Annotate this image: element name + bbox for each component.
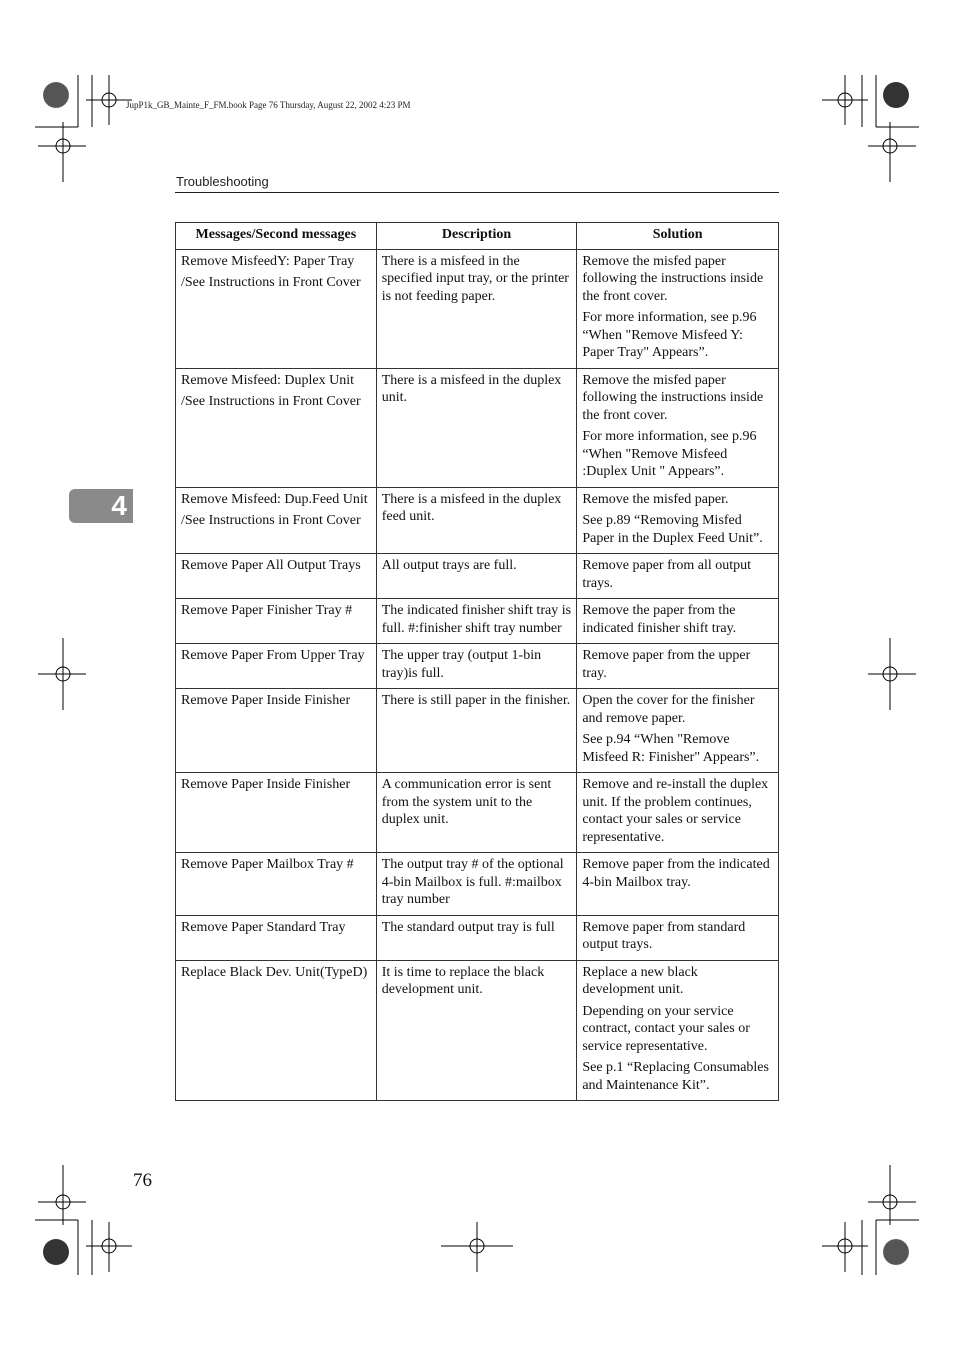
messages-table [175, 222, 779, 1101]
table-header-row [176, 223, 779, 250]
solution-paragraph: Remove and re-install the duplex unit. If the problem continues, contact your sales or service representative. [582, 777, 769, 845]
solution-paragraph: Remove the misfed paper following the instructions inside the front cover. [582, 253, 764, 304]
solution-cell [577, 249, 779, 368]
message-paragraph: /See Instructions in Front Cover [181, 275, 361, 290]
message-cell [176, 249, 377, 368]
column-header-description: Description [376, 223, 577, 250]
message-cell [176, 644, 377, 689]
solution-paragraph: Remove paper from all output trays. [582, 558, 752, 591]
table-row [176, 960, 779, 1101]
message-paragraph: Remove MisfeedY: Paper Tray [181, 253, 355, 269]
solution-cell [577, 773, 779, 853]
solution-cell [577, 487, 779, 554]
header-rule [175, 192, 779, 193]
description-paragraph: All output trays are full. [381, 558, 517, 573]
solution-paragraph: Remove paper from standard output trays. [582, 919, 746, 952]
solution-paragraph: See p.89 “Removing Misfed Paper in the Duplex Feed Unit”. [582, 513, 763, 546]
solution-cell [577, 689, 779, 773]
description-paragraph: There is a misfeed in the specified input tray, or the printer is not feeding paper. [381, 253, 569, 304]
solution-paragraph: For more information, see p.96 “When "Remove Misfeed :Duplex Unit " Appears”. [582, 429, 757, 479]
solution-paragraph: See p.94 “When "Remove Misfeed R: Finisher" Appears”. [582, 732, 760, 765]
description-paragraph: There is a misfeed in the duplex unit. [381, 372, 562, 405]
description-paragraph: The indicated finisher shift tray is full. #:finisher shift tray number [381, 603, 572, 636]
table-row [176, 487, 779, 554]
description-paragraph: The standard output tray is full [381, 919, 555, 935]
description-cell [376, 368, 577, 487]
message-cell [176, 554, 377, 599]
description-paragraph: It is time to replace the black development unit. [381, 964, 545, 997]
description-cell [376, 599, 577, 644]
solution-paragraph: Remove the misfed paper. [582, 491, 729, 507]
description-cell [376, 689, 577, 773]
solution-cell [577, 554, 779, 599]
solution-paragraph: Replace a new black development unit. [582, 964, 698, 997]
solution-paragraph: Depending on your service contract, contact your sales or service representative. [582, 1003, 750, 1054]
column-header-messages: Messages/Second messages [176, 223, 377, 250]
table-row [176, 773, 779, 853]
solution-paragraph: Remove the paper from the indicated finisher shift tray. [582, 603, 737, 636]
description-paragraph: A communication error is sent from the system unit to the duplex unit. [381, 777, 552, 827]
solution-paragraph: Open the cover for the finisher and remove paper. [582, 693, 755, 726]
message-paragraph: Remove Misfeed: Duplex Unit [181, 372, 355, 388]
message-paragraph: Remove Paper Standard Tray [181, 919, 346, 935]
table-row [176, 915, 779, 960]
column-header-solution: Solution [577, 223, 779, 250]
table-row [176, 644, 779, 689]
description-cell [376, 554, 577, 599]
message-paragraph: Remove Paper Inside Finisher [181, 693, 351, 708]
message-paragraph: /See Instructions in Front Cover [181, 513, 361, 528]
message-paragraph: /See Instructions in Front Cover [181, 394, 361, 409]
message-paragraph: Remove Paper From Upper Tray [181, 648, 365, 663]
solution-paragraph: Remove paper from the indicated 4-bin Mailbox tray. [582, 857, 770, 890]
running-head: Troubleshooting [176, 174, 269, 189]
table-row [176, 554, 779, 599]
solution-cell [577, 368, 779, 487]
chapter-tab: 4 [69, 489, 133, 523]
page-number: 76 [133, 1170, 152, 1191]
table-row [176, 599, 779, 644]
solution-paragraph: See p.1 “Replacing Consumables and Maintenance Kit”. [582, 1060, 769, 1093]
message-cell [176, 960, 377, 1101]
table-body [176, 249, 779, 1101]
table-row [176, 249, 779, 368]
message-cell [176, 915, 377, 960]
message-paragraph: Remove Misfeed: Dup.Feed Unit [181, 491, 368, 507]
description-paragraph: There is a misfeed in the duplex feed unit. [381, 491, 562, 524]
solution-cell [577, 915, 779, 960]
message-paragraph: Remove Paper Inside Finisher [181, 777, 351, 792]
description-cell [376, 960, 577, 1101]
solution-paragraph: Remove paper from the upper tray. [582, 648, 751, 681]
message-cell [176, 368, 377, 487]
message-cell [176, 599, 377, 644]
solution-paragraph: For more information, see p.96 “When "Remove Misfeed Y: Paper Tray" Appears”. [582, 310, 757, 360]
solution-cell [577, 599, 779, 644]
description-paragraph: There is still paper in the finisher. [381, 693, 571, 708]
message-paragraph: Remove Paper All Output Trays [181, 558, 361, 573]
description-cell [376, 644, 577, 689]
table-row [176, 368, 779, 487]
description-cell [376, 853, 577, 916]
solution-cell [577, 960, 779, 1101]
message-paragraph: Remove Paper Mailbox Tray # [181, 857, 354, 872]
solution-paragraph: Remove the misfed paper following the instructions inside the front cover. [582, 372, 764, 423]
message-cell [176, 487, 377, 554]
solution-cell [577, 644, 779, 689]
message-cell [176, 853, 377, 916]
description-cell [376, 487, 577, 554]
table-row [176, 689, 779, 773]
file-info: JupP1k_GB_Mainte_F_FM.book Page 76 Thursday, August 22, 2002 4:23 PM [126, 100, 411, 110]
description-paragraph: The output tray # of the optional 4-bin Mailbox is full. #:mailbox tray number [381, 857, 564, 907]
description-cell [376, 773, 577, 853]
solution-cell [577, 853, 779, 916]
description-cell [376, 249, 577, 368]
message-cell [176, 689, 377, 773]
message-paragraph: Remove Paper Finisher Tray # [181, 603, 353, 618]
message-paragraph: Replace Black Dev. Unit(TypeD) [181, 964, 368, 980]
description-cell [376, 915, 577, 960]
table-row [176, 853, 779, 916]
description-paragraph: The upper tray (output 1-bin tray)is full. [381, 648, 542, 681]
message-cell [176, 773, 377, 853]
